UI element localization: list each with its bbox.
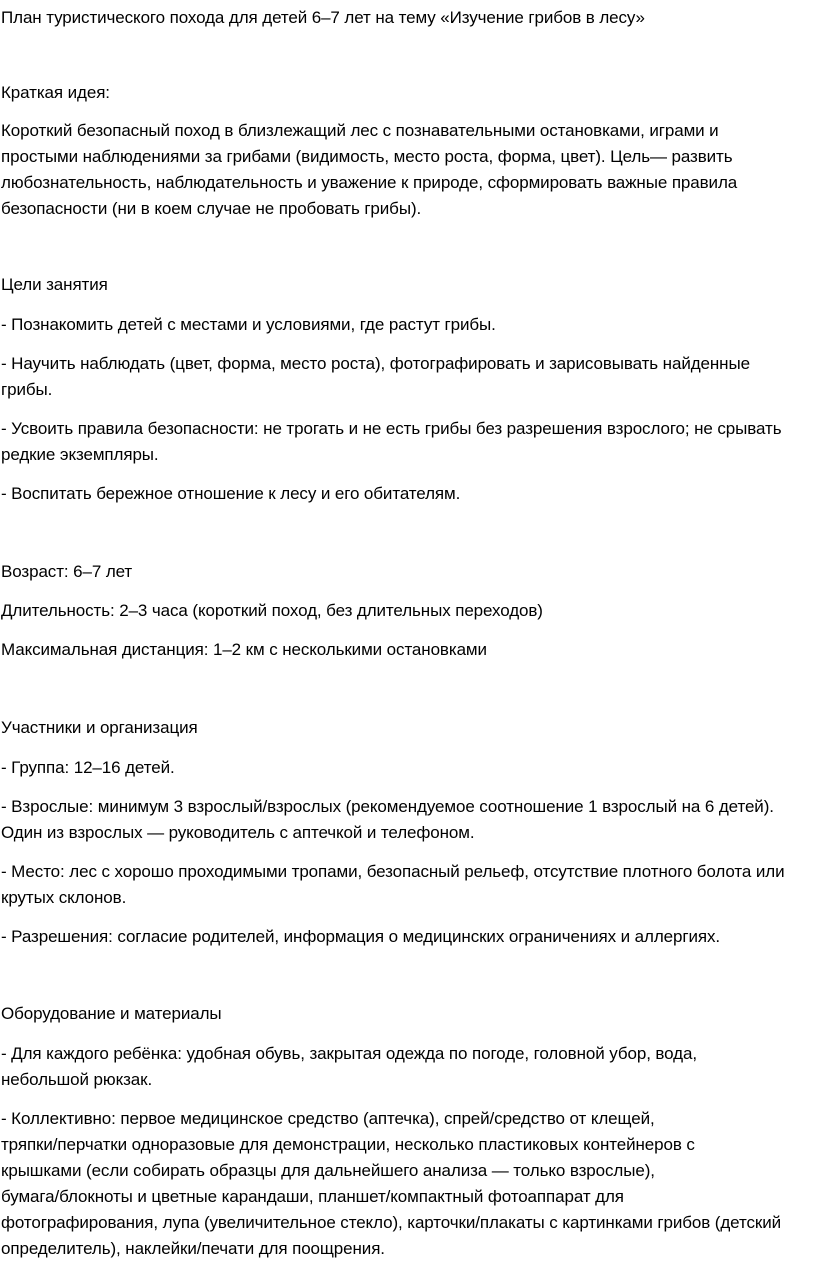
equipment-item: небольшой рюкзак. bbox=[1, 1070, 153, 1089]
goals-heading: Цели занятия bbox=[1, 275, 108, 294]
equipment-item: тряпки/перчатки одноразовые для демонстрации, несколько пластиковых контейнеров с bbox=[1, 1135, 695, 1154]
equipment-item: бумага/блокноты и цветные карандаши, планшет/компактный фотоаппарат для bbox=[1, 1187, 624, 1206]
participants-item: - Разрешения: согласие родителей, информация о медицинских ограничениях и аллергиях. bbox=[1, 927, 720, 946]
participants-item: - Место: лес с хорошо проходимыми тропами, безопасный рельеф, отсутствие плотного болота или bbox=[1, 862, 785, 881]
goals-item: - Усвоить правила безопасности: не трогать и не есть грибы без разрешения взрослого; не срывать bbox=[1, 419, 782, 438]
participants-item: Один из взрослых — руководитель с аптечкой и телефоном. bbox=[1, 823, 475, 842]
goals-item: редкие экземпляры. bbox=[1, 445, 159, 464]
participants-item: крутых склонов. bbox=[1, 888, 127, 907]
idea-text-line: Короткий безопасный поход в близлежащий лес с познавательными остановками, играми и bbox=[1, 121, 719, 140]
goals-item: - Познакомить детей с местами и условиями, где растут грибы. bbox=[1, 315, 496, 334]
document-title: План туристического похода для детей 6–7 лет на тему «Изучение грибов в лесу» bbox=[1, 8, 645, 27]
idea-text-line: любознательность, наблюдательность и уважение к природе, сформировать важные правила bbox=[1, 173, 738, 192]
goals-item: - Воспитать бережное отношение к лесу и его обитателям. bbox=[1, 484, 461, 503]
participants-item: - Взрослые: минимум 3 взрослый/взрослых (рекомендуемое соотношение 1 взрослый на 6 детей). bbox=[1, 797, 774, 816]
age-text: Возраст: 6–7 лет bbox=[1, 562, 133, 581]
participants-item: - Группа: 12–16 детей. bbox=[1, 758, 175, 777]
equipment-item: крышками (если собирать образцы для дальнейшего анализа — только взрослые), bbox=[1, 1161, 655, 1180]
idea-text-line: простыми наблюдениями за грибами (видимость, место роста, форма, цвет). Цель— развить bbox=[1, 147, 733, 166]
equipment-item: фотографирования, лупа (увеличительное стекло), карточки/плакаты с картинками грибов (детский bbox=[1, 1213, 781, 1232]
participants-heading: Участники и организация bbox=[1, 718, 198, 737]
idea-heading: Краткая идея: bbox=[1, 83, 110, 102]
equipment-item: - Для каждого ребёнка: удобная обувь, закрытая одежда по погоде, головной убор, вода, bbox=[1, 1044, 697, 1063]
distance-text: Максимальная дистанция: 1–2 км с несколькими остановками bbox=[1, 640, 487, 659]
idea-text-line: безопасности (ни в коем случае не пробовать грибы). bbox=[1, 199, 422, 218]
goals-item: - Научить наблюдать (цвет, форма, место роста), фотографировать и зарисовывать найденные bbox=[1, 354, 750, 373]
equipment-heading: Оборудование и материалы bbox=[1, 1004, 222, 1023]
duration-text: Длительность: 2–3 часа (короткий поход, без длительных переходов) bbox=[1, 601, 543, 620]
equipment-item: - Коллективно: первое медицинское средство (аптечка), спрей/средство от клещей, bbox=[1, 1109, 655, 1128]
goals-item: грибы. bbox=[1, 380, 53, 399]
equipment-item: определитель), наклейки/печати для поощрения. bbox=[1, 1239, 385, 1258]
